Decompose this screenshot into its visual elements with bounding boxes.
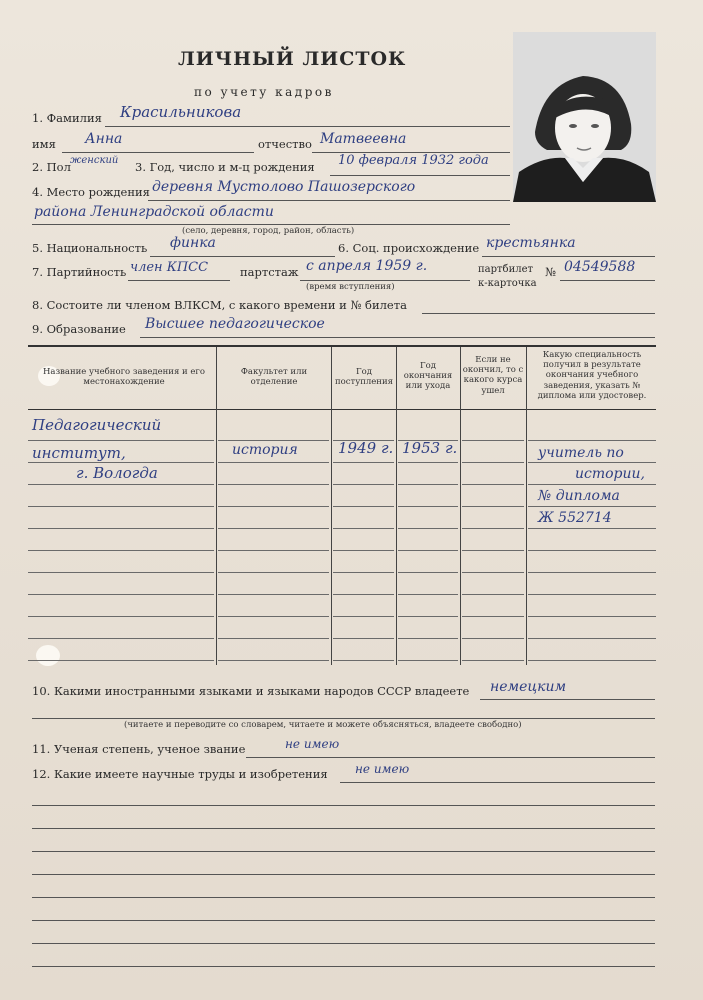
year-in-value: 1949 г. [338,439,394,457]
nationality-value: финка [170,235,216,251]
table-row-line [398,572,458,573]
table-row-line [398,660,458,661]
education-value: Высшее педагогическое [145,316,325,332]
table-row-line [333,484,394,485]
birthplace-label: 4. Место рождения [32,185,150,199]
party-tenure-hint: (время вступления) [306,282,395,292]
first-name-line [62,152,254,153]
card-number-label: № [545,265,556,279]
party-card-label: партбилет [478,264,534,275]
table-row-line [218,528,329,529]
table-row-line [528,550,656,551]
table-row-line [462,550,524,551]
table-row-line [28,572,214,573]
table-row-line [333,638,394,639]
table-row-line [398,616,458,617]
table-row-line [218,616,329,617]
table-row-line [398,528,458,529]
surname-line [105,126,510,127]
registration-card-label: к-карточка [478,278,537,289]
table-row-line [528,440,656,441]
specialty-line-1: учитель по [538,445,624,461]
gender-value: женский [70,155,119,166]
col-header-specialty: Какую специальность получил в результате окончания учебного заведения, указать № диплома или удостовер. [537,350,647,401]
table-row-line [28,528,214,529]
table-row-line [528,528,656,529]
table-row-line [28,616,214,617]
table-row-line [218,506,329,507]
table-row-line [398,550,458,551]
table-row-line [462,440,524,441]
table-row-line [528,462,656,463]
table-row-line [462,660,524,661]
table-row-line [28,550,214,551]
birthplace-line-2 [32,224,510,225]
faculty-value: история [232,442,298,458]
party-tenure-value: с апреля 1959 г. [306,258,428,274]
col-header-dropout: Если не окончил, то с какого курса ушел [462,355,524,396]
works-line [340,782,655,783]
card-number-value: 04549588 [564,259,636,275]
table-row-line [333,616,394,617]
table-row-line [218,462,329,463]
institution-line-1: Педагогический [32,416,162,434]
blank-answer-line [32,943,655,944]
degree-line [246,757,655,758]
first-name-label: имя [32,137,56,151]
languages-line-2 [32,718,655,719]
table-row-line [28,660,214,661]
birthplace-value-2: района Ленинградской области [34,204,274,220]
nationality-label: 5. Национальность [32,241,148,255]
nationality-line [150,256,335,257]
birthplace-line [148,200,510,201]
col-header-faculty: Факультет или отделение [240,367,308,388]
table-row-line [28,638,214,639]
degree-value: не имею [285,737,340,751]
table-col-divider [216,347,217,665]
table-row-line [28,484,214,485]
table-row-line [462,572,524,573]
komsomol-label: 8. Состоите ли членом ВЛКСМ, с какого времени и № билета [32,298,407,312]
table-row-line [528,594,656,595]
specialty-line-3: № диплома [538,488,620,504]
table-row-line [28,506,214,507]
institution-line-2: институт, [32,444,126,462]
social-origin-value: крестьянка [486,235,576,251]
page-title: ЛИЧНЫЙ ЛИСТОК [178,48,407,70]
birthplace-value: деревня Мустолово Пашозерского [152,179,416,195]
table-row-line [398,506,458,507]
col-header-year-out: Год окончания или ухода [403,361,453,392]
table-top-border [28,345,656,347]
languages-value: немецким [490,679,567,695]
party-label: 7. Партийность [32,265,127,279]
languages-line [480,699,655,700]
table-row-line [462,462,524,463]
blank-answer-line [32,805,655,806]
table-row-line [218,484,329,485]
surname-value: Красильникова [120,103,242,121]
blank-answer-line [32,874,655,875]
table-row-line [333,462,394,463]
institution-line-3: г. Вологда [76,464,158,482]
table-row-line [462,484,524,485]
table-row-line [462,506,524,507]
table-row-line [218,550,329,551]
table-row-line [528,506,656,507]
patronymic-value: Матвеевна [320,131,407,147]
first-name-value: Анна [85,131,123,147]
table-header-border [28,409,656,410]
table-row-line [528,616,656,617]
table-row-line [398,462,458,463]
works-label: 12. Какие имеете научные труды и изобретения [32,767,328,781]
table-row-line [333,506,394,507]
education-label: 9. Образование [32,322,126,336]
birthdate-label: 3. Год, число и м-ц рождения [135,160,315,174]
education-line [140,337,655,338]
party-line [128,280,230,281]
birthdate-value: 10 февраля 1932 года [338,153,489,168]
surname-label: 1. Фамилия [32,111,102,125]
table-col-divider [526,347,527,665]
card-number-line [560,280,655,281]
table-row-line [218,572,329,573]
table-row-line [462,616,524,617]
table-row-line [528,484,656,485]
table-row-line [333,660,394,661]
table-col-divider [460,347,461,665]
table-row-line [462,638,524,639]
social-origin-label: 6. Соц. происхождение [338,241,480,255]
table-row-line [28,462,214,463]
party-value: член КПСС [130,260,209,275]
specialty-line-4: Ж 552714 [538,510,612,526]
table-row-line [528,638,656,639]
gender-label: 2. Пол [32,160,71,174]
table-row-line [218,660,329,661]
table-row-line [218,594,329,595]
page-subtitle: по учету кадров [194,85,334,99]
portrait-image [513,32,656,202]
table-row-line [333,594,394,595]
table-row-line [528,572,656,573]
blank-answer-line [32,828,655,829]
table-row-line [333,528,394,529]
portrait-photo [513,32,656,202]
degree-label: 11. Ученая степень, ученое звание [32,742,246,756]
col-header-year-in: Год поступления [334,367,394,388]
table-row-line [398,484,458,485]
blank-answer-line [32,966,655,967]
table-row-line [462,528,524,529]
table-row-line [398,594,458,595]
blank-answer-line [32,851,655,852]
table-row-line [528,660,656,661]
table-row-line [333,550,394,551]
komsomol-line [422,313,655,314]
table-row-line [462,594,524,595]
party-tenure-line [300,280,470,281]
blank-answer-line [32,920,655,921]
year-out-value: 1953 г. [402,439,458,457]
blank-answer-line [32,897,655,898]
social-origin-line [482,256,655,257]
table-row-line [333,572,394,573]
languages-label: 10. Какими иностранными языками и языками народов СССР владеете [32,684,470,698]
table-col-divider [331,347,332,665]
works-value: не имею [355,762,410,776]
patronymic-label: отчество [258,137,312,151]
birthdate-line [330,175,510,176]
table-row-line [218,440,329,441]
table-row-line [218,638,329,639]
table-row-line [398,638,458,639]
birthplace-hint: (село, деревня, город, район, область) [182,226,355,236]
col-header-institution: Название учебного заведения и его местонахождение [42,367,205,388]
table-col-divider [396,347,397,665]
party-tenure-label: партстаж [240,265,299,279]
specialty-line-2: истории, [575,466,646,482]
languages-hint: (читаете и переводите со словарем, читаете и можете объясняться, владеете свободно) [124,720,522,730]
table-row-line [28,594,214,595]
table-row-line [28,440,214,441]
punch-hole-bottom [36,645,60,666]
